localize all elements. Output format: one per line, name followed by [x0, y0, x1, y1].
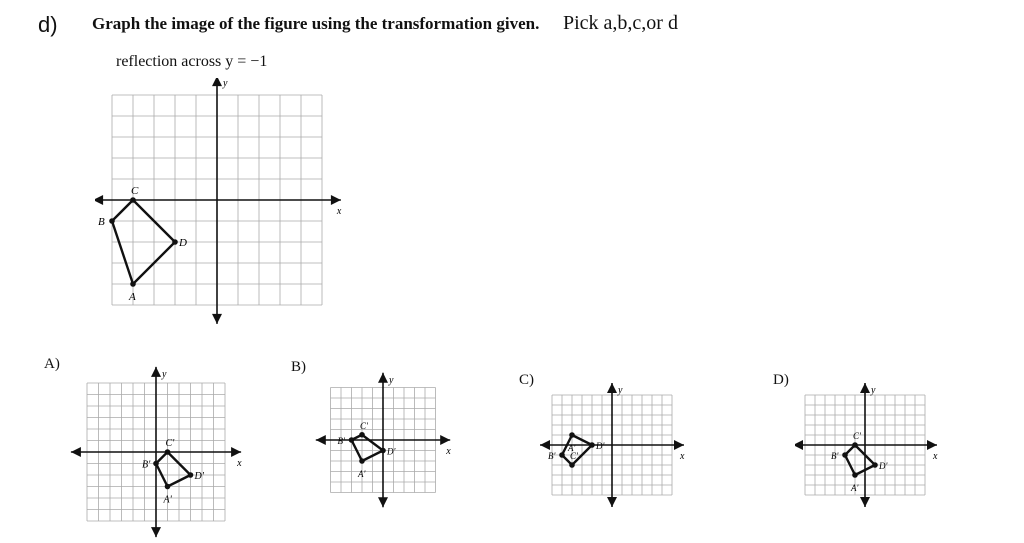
y-axis-arrow [378, 373, 388, 383]
option-d-quadrilateral [845, 445, 875, 475]
option-a-quadrilateral [156, 452, 191, 487]
option-d-point [842, 452, 848, 458]
y-axis-label: y [871, 385, 876, 396]
x-axis-arrow [540, 440, 550, 450]
y-axis-arrow [151, 527, 161, 537]
option-d-point [852, 472, 858, 478]
option-b-point-label: D' [387, 446, 396, 457]
option-b-point-label: A' [358, 469, 366, 479]
option-c-label[interactable]: C) [519, 372, 534, 388]
y-axis-arrow [151, 367, 161, 377]
option-c-point [589, 442, 595, 448]
option-a-point-label: C' [165, 438, 175, 449]
option-c-point [559, 452, 565, 458]
option-b-point [380, 448, 386, 454]
question-label: d) [38, 12, 58, 37]
x-axis-arrow [316, 435, 326, 445]
x-axis-arrow [795, 440, 803, 450]
option-b-point [349, 437, 355, 443]
pick-prompt: Pick a,b,c,or d [563, 12, 678, 34]
x-axis-arrow [231, 447, 241, 457]
option-c-point-label: C' [570, 451, 578, 461]
option-a-point [165, 449, 171, 455]
original-point [130, 281, 136, 287]
x-axis-arrow [927, 440, 937, 450]
option-b-label[interactable]: B) [291, 359, 306, 375]
x-axis-arrow [95, 195, 103, 205]
option-b-quadrilateral [352, 435, 384, 461]
option-c-point-label: B' [548, 451, 556, 461]
y-axis-arrow [607, 383, 617, 393]
option-b-point [359, 458, 365, 464]
option-b-point-label: C' [360, 420, 368, 431]
option-b-point-label: B' [337, 436, 345, 446]
original-point-label: D [179, 237, 187, 249]
y-axis-arrow [860, 383, 870, 393]
x-axis-arrow [440, 435, 450, 445]
option-d-point-label: D' [879, 461, 888, 471]
x-axis-label: x [336, 206, 342, 217]
x-axis-arrow [674, 440, 684, 450]
option-a-point [165, 484, 171, 490]
option-a-point-label: A' [163, 494, 172, 506]
option-d-graph[interactable] [795, 378, 940, 513]
original-point-label: B [98, 216, 105, 228]
option-d-point-label: C' [853, 431, 861, 441]
x-axis-label: x [933, 451, 938, 462]
option-a-point-label: B' [142, 459, 151, 471]
instruction-text: Graph the image of the figure using the transformation given. [92, 14, 540, 33]
x-axis-arrow [331, 195, 341, 205]
option-a-label[interactable]: A) [44, 356, 60, 372]
option-a-graph[interactable] [68, 362, 248, 540]
y-axis-label: y [162, 368, 167, 380]
original-point-label: A [129, 291, 136, 303]
x-axis-label: x [680, 451, 685, 462]
y-axis-arrow [212, 314, 222, 324]
original-point [130, 197, 136, 203]
y-axis-arrow [378, 497, 388, 507]
y-axis-label: y [223, 78, 228, 90]
option-d-point [872, 462, 878, 468]
option-b-graph[interactable] [310, 366, 460, 518]
y-axis-arrow [860, 497, 870, 507]
y-axis-arrow [607, 497, 617, 507]
y-axis-label: y [618, 385, 623, 396]
option-b-point [359, 432, 365, 438]
y-axis-arrow [212, 78, 222, 86]
original-point [109, 218, 115, 224]
y-axis-label: y [389, 374, 394, 386]
original-point [172, 239, 178, 245]
transformation-text: reflection across y = −1 [116, 53, 268, 70]
x-axis-arrow [71, 447, 81, 457]
x-axis-label: x [237, 458, 242, 469]
option-d-label[interactable]: D) [773, 372, 789, 388]
option-c-point [569, 462, 575, 468]
option-a-point-label: D' [194, 471, 204, 482]
option-c-point-label: D' [596, 441, 605, 451]
option-d-point-label: B' [831, 451, 839, 461]
option-d-point [852, 442, 858, 448]
original-point-label: C [131, 185, 139, 197]
option-a-point [188, 472, 194, 478]
option-a-point [153, 461, 159, 467]
original-graph [95, 78, 345, 328]
option-d-point-label: A' [851, 483, 859, 493]
option-c-point-label: A' [568, 443, 576, 453]
option-c-point [569, 432, 575, 438]
option-c-graph[interactable] [537, 378, 687, 513]
x-axis-label: x [446, 446, 451, 457]
